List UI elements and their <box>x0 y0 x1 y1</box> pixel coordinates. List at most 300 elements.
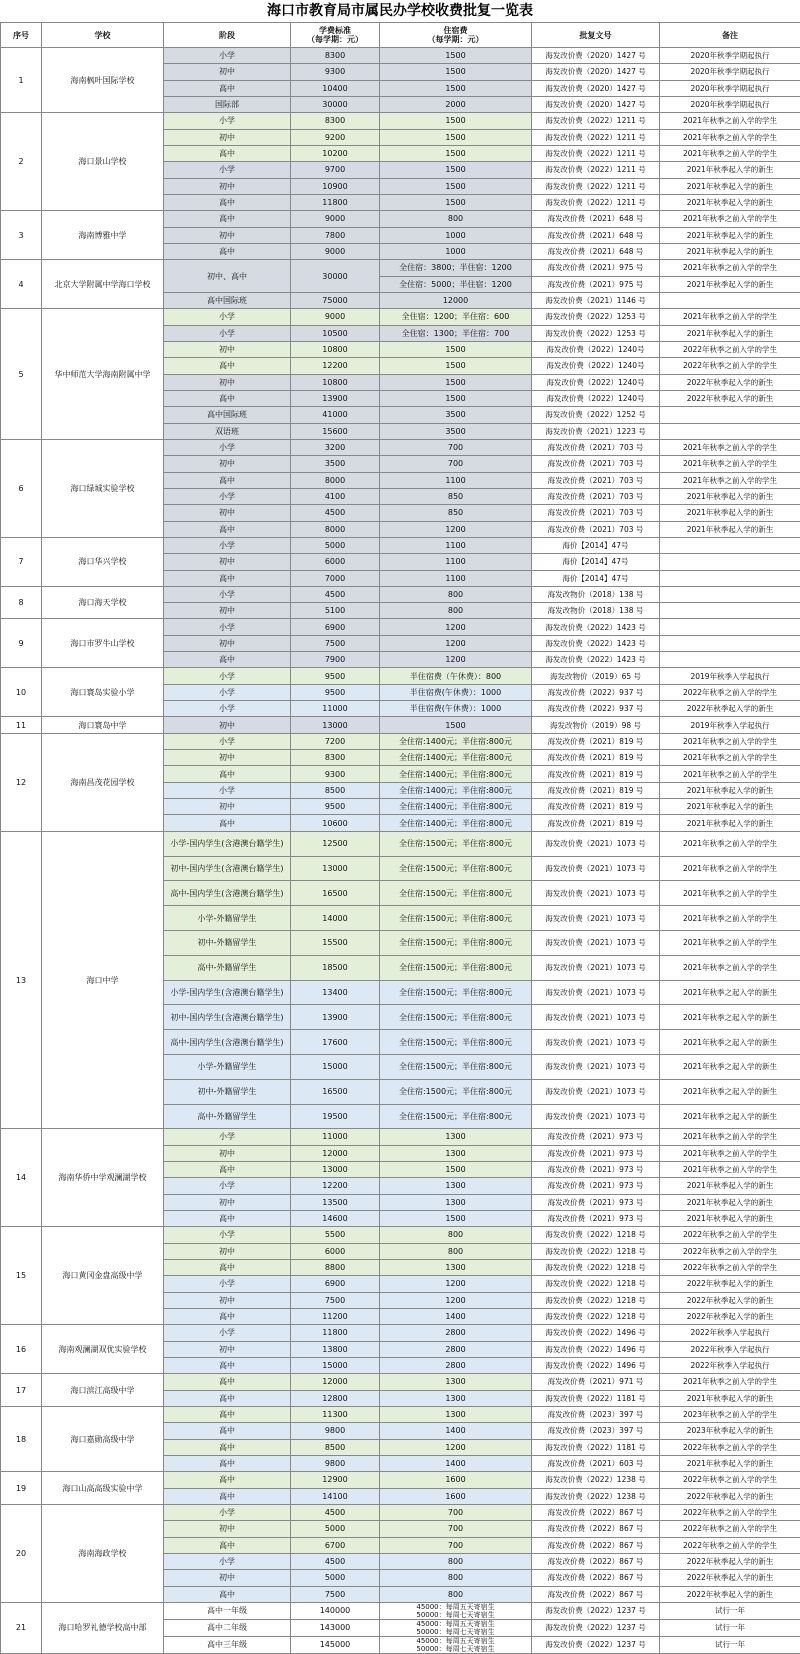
school-number: 10 <box>1 668 42 717</box>
approval-doc-cell: 海价【2014】47号 <box>532 570 660 586</box>
approval-doc-cell: 海发改价费（2021）703 号 <box>532 521 660 537</box>
stage-cell: 初中-外籍留学生 <box>164 930 291 955</box>
note-cell: 2021年秋季之起入学的新生 <box>660 1104 800 1129</box>
board-cell: 1300 <box>380 1129 532 1145</box>
school-name: 海口黄冈金盘高级中学 <box>42 1227 164 1325</box>
note-cell: 2021年秋季起入学的新生 <box>660 227 800 243</box>
note-cell: 2021年秋季之前入学的学生 <box>660 906 800 931</box>
stage-cell: 高中二年级 <box>164 1619 291 1636</box>
header-doc: 批复文号 <box>532 23 660 48</box>
approval-doc-cell: 海发改价费（2021）703 号 <box>532 456 660 472</box>
tuition-cell: 3200 <box>291 439 380 455</box>
board-cell: 45000：每周五天寄宿生 50000：每周七天寄宿生 <box>380 1602 532 1619</box>
approval-doc-cell: 海发改价费（2022）1181 号 <box>532 1390 660 1406</box>
tuition-cell: 7900 <box>291 652 380 668</box>
header-tuition: 学费标准 （每学期：元） <box>291 23 380 48</box>
tuition-cell: 15000 <box>291 1357 380 1373</box>
stage-cell: 高中 <box>164 815 291 831</box>
table-row <box>1 1325 800 1341</box>
stage-cell: 初中 <box>164 129 291 145</box>
approval-doc-cell: 海发改价费（2022）1218 号 <box>532 1276 660 1292</box>
stage-cell: 高中国际班 <box>164 407 291 423</box>
note-cell: 2021年秋季之前入学的学生 <box>660 955 800 980</box>
stage-cell: 高中 <box>164 472 291 488</box>
approval-doc-cell: 海发改价费（2020）1427 号 <box>532 48 660 64</box>
board-cell: 全住宿:1500元；半住宿:800元 <box>380 856 532 881</box>
tuition-cell: 12000 <box>291 1145 380 1161</box>
note-cell: 2023年秋季起入学的新生 <box>660 1423 800 1439</box>
tuition-cell: 8300 <box>291 48 380 64</box>
stage-cell: 高中国际班 <box>164 292 291 308</box>
stage-cell: 小学 <box>164 325 291 341</box>
board-cell: 2800 <box>380 1341 532 1357</box>
tuition-cell: 41000 <box>291 407 380 423</box>
tuition-cell: 16500 <box>291 1079 380 1104</box>
tuition-cell: 4500 <box>291 1553 380 1569</box>
note-cell: 2021年秋季起入学的新生 <box>660 1178 800 1194</box>
school-name: 海口华兴学校 <box>42 537 164 586</box>
board-cell: 1500 <box>380 64 532 80</box>
note-cell: 2022年秋季起入学的新生 <box>660 1488 800 1504</box>
approval-doc-cell: 海发改价费（2022）1218 号 <box>532 1243 660 1259</box>
stage-cell: 初中 <box>164 1292 291 1308</box>
approval-doc-cell: 海发改价费（2022）867 号 <box>532 1586 660 1602</box>
table-row <box>1 1602 800 1619</box>
approval-doc-cell: 海发改价费（2021）1073 号 <box>532 930 660 955</box>
tuition-cell: 8500 <box>291 1439 380 1455</box>
stage-cell: 小学 <box>164 684 291 700</box>
approval-doc-cell: 海发改价费（2022）1423 号 <box>532 652 660 668</box>
tuition-cell: 13400 <box>291 980 380 1005</box>
board-cell: 2800 <box>380 1357 532 1373</box>
table-row <box>1 1227 800 1243</box>
board-cell: 1300 <box>380 1374 532 1390</box>
stage-cell: 高中 <box>164 570 291 586</box>
board-cell: 1500 <box>380 178 532 194</box>
tuition-cell: 11800 <box>291 1325 380 1341</box>
approval-doc-cell: 海发改价费（2021）703 号 <box>532 488 660 504</box>
note-cell: 2022年秋季起入学的新生 <box>660 701 800 717</box>
board-cell: 全住宿:1400元；半住宿:800元 <box>380 815 532 831</box>
approval-doc-cell: 海发改价费（2021）973 号 <box>532 1145 660 1161</box>
stage-cell: 高中 <box>164 194 291 210</box>
note-cell: 2022年秋季起入学的新生 <box>660 1308 800 1324</box>
stage-cell: 初中 <box>164 750 291 766</box>
tuition-cell: 7200 <box>291 733 380 749</box>
approval-doc-cell: 海发改价费（2021）1073 号 <box>532 1054 660 1079</box>
tuition-cell: 75000 <box>291 292 380 308</box>
tuition-cell: 13000 <box>291 856 380 881</box>
board-cell: 半住宿费(午休费）：1000 <box>380 701 532 717</box>
approval-doc-cell: 海发改价费（2022）1238 号 <box>532 1472 660 1488</box>
note-cell <box>660 554 800 570</box>
stage-cell: 高中 <box>164 211 291 227</box>
note-cell <box>660 603 800 619</box>
stage-cell: 小学 <box>164 48 291 64</box>
note-cell: 2021年秋季之前入学的学生 <box>660 1161 800 1177</box>
board-cell: 1400 <box>380 1423 532 1439</box>
school-name: 海口哈罗礼德学校高中部 <box>42 1602 164 1653</box>
stage-cell: 高中 <box>164 1586 291 1602</box>
stage-cell: 初中 <box>164 717 291 733</box>
stage-cell: 小学-国内学生(含港澳台籍学生) <box>164 980 291 1005</box>
school-name: 海口寰岛中学 <box>42 717 164 733</box>
stage-cell: 小学 <box>164 1553 291 1569</box>
board-cell: 800 <box>380 603 532 619</box>
table-row <box>1 48 800 64</box>
tuition-cell: 7500 <box>291 1586 380 1602</box>
school-name: 海南枫叶国际学校 <box>42 48 164 113</box>
board-cell: 1500 <box>380 113 532 129</box>
table-row <box>1 1504 800 1520</box>
note-cell: 2021年秋季之前入学的学生 <box>660 766 800 782</box>
stage-cell: 小学 <box>164 1227 291 1243</box>
note-cell: 2022年秋季起入学的新生 <box>660 374 800 390</box>
note-cell: 2021年秋季之前入学的学生 <box>660 113 800 129</box>
header-stage: 阶段 <box>164 23 291 48</box>
tuition-cell: 5500 <box>291 1227 380 1243</box>
tuition-cell: 12200 <box>291 1178 380 1194</box>
approval-doc-cell: 海发改物价（2018）138 号 <box>532 603 660 619</box>
stage-cell: 高中 <box>164 80 291 96</box>
approval-doc-cell: 海发改价费（2022）1211 号 <box>532 129 660 145</box>
approval-doc-cell: 海发改价费（2022）1218 号 <box>532 1259 660 1275</box>
note-cell: 试行一年 <box>660 1619 800 1636</box>
stage-cell: 国际部 <box>164 96 291 112</box>
school-name: 海口景山学校 <box>42 113 164 211</box>
table-row <box>1 309 800 325</box>
tuition-cell: 145000 <box>291 1636 380 1653</box>
approval-doc-cell: 海发改价费（2022）867 号 <box>532 1504 660 1520</box>
board-cell: 1300 <box>380 1390 532 1406</box>
note-cell: 2022年秋季之前入学的学生 <box>660 1227 800 1243</box>
stage-cell: 高中 <box>164 1161 291 1177</box>
approval-doc-cell: 海发改价费（2021）819 号 <box>532 750 660 766</box>
tuition-cell: 13000 <box>291 717 380 733</box>
approval-doc-cell: 海发改物价（2019）65 号 <box>532 668 660 684</box>
tuition-cell: 12200 <box>291 358 380 374</box>
approval-doc-cell: 海发改价费（2022）1218 号 <box>532 1308 660 1324</box>
note-cell: 2022年秋季之前入学的学生 <box>660 358 800 374</box>
note-cell: 2021年秋季起入学的新生 <box>660 162 800 178</box>
school-name: 海南海政学校 <box>42 1504 164 1602</box>
note-cell: 2021年秋季之前入学的学生 <box>660 1145 800 1161</box>
board-cell: 800 <box>380 1243 532 1259</box>
note-cell: 2020年秋季学期起执行 <box>660 96 800 112</box>
note-cell: 2021年秋季起入学的新生 <box>660 243 800 259</box>
note-cell: 试行一年 <box>660 1602 800 1619</box>
stage-cell: 高中 <box>164 1357 291 1373</box>
tuition-cell: 9000 <box>291 211 380 227</box>
approval-doc-cell: 海发改价费（2021）1073 号 <box>532 881 660 906</box>
board-cell: 1200 <box>380 652 532 668</box>
tuition-cell: 8000 <box>291 521 380 537</box>
stage-cell: 初中、高中 <box>164 260 291 293</box>
note-cell: 2021年秋季之前入学的学生 <box>660 831 800 856</box>
header-board: 住宿费 （每学期：元） <box>380 23 532 48</box>
stage-cell: 初中 <box>164 554 291 570</box>
approval-doc-cell: 海发改价费（2023）397 号 <box>532 1406 660 1422</box>
stage-cell: 高中三年级 <box>164 1636 291 1653</box>
tuition-cell: 13800 <box>291 1341 380 1357</box>
note-cell: 2022年秋季入学起执行 <box>660 1341 800 1357</box>
approval-doc-cell: 海发改价费（2022）1211 号 <box>532 194 660 210</box>
table-row <box>1 586 800 602</box>
stage-cell: 初中-国内学生(含港澳台籍学生) <box>164 1005 291 1030</box>
board-cell: 1000 <box>380 227 532 243</box>
approval-doc-cell: 海发改价费（2022）1218 号 <box>532 1292 660 1308</box>
note-cell: 2021年秋季之起入学的新生 <box>660 980 800 1005</box>
note-cell: 2022年秋季入学起执行 <box>660 1325 800 1341</box>
board-cell: 12000 <box>380 292 532 308</box>
approval-doc-cell: 海发改价费（2022）1496 号 <box>532 1341 660 1357</box>
note-cell: 2020年秋季学期起执行 <box>660 64 800 80</box>
stage-cell: 小学 <box>164 1276 291 1292</box>
school-name: 海口市罗牛山学校 <box>42 619 164 668</box>
note-cell: 2021年秋季之前入学的学生 <box>660 211 800 227</box>
approval-doc-cell: 海发改价费（2023）397 号 <box>532 1423 660 1439</box>
stage-cell: 小学 <box>164 586 291 602</box>
stage-cell: 小学 <box>164 113 291 129</box>
tuition-cell: 18500 <box>291 955 380 980</box>
approval-doc-cell: 海发改价费（2021）973 号 <box>532 1178 660 1194</box>
school-name: 海口山高高级实验中学 <box>42 1472 164 1505</box>
school-number: 14 <box>1 1129 42 1227</box>
stage-cell: 高中 <box>164 1455 291 1471</box>
table-row <box>1 211 800 227</box>
stage-cell: 初中 <box>164 178 291 194</box>
stage-cell: 双语班 <box>164 423 291 439</box>
school-number: 1 <box>1 48 42 113</box>
tuition-cell: 8300 <box>291 113 380 129</box>
board-cell: 800 <box>380 1570 532 1586</box>
board-cell: 1500 <box>380 48 532 64</box>
note-cell: 2021年秋季之前入学的学生 <box>660 1129 800 1145</box>
board-cell: 800 <box>380 1586 532 1602</box>
header-no: 序号 <box>1 23 42 48</box>
note-cell: 2021年秋季起入学的新生 <box>660 815 800 831</box>
page-title: 海口市教育局市属民办学校收费批复一览表 <box>0 0 800 22</box>
note-cell: 2022年秋季之前入学的学生 <box>660 1472 800 1488</box>
table-row <box>1 619 800 635</box>
school-name: 海口绿城实验学校 <box>42 439 164 537</box>
school-name: 海南博雅中学 <box>42 211 164 260</box>
board-cell: 1400 <box>380 1308 532 1324</box>
tuition-cell: 10500 <box>291 325 380 341</box>
stage-cell: 小学 <box>164 733 291 749</box>
board-cell: 700 <box>380 1521 532 1537</box>
board-cell: 1500 <box>380 1161 532 1177</box>
approval-doc-cell: 海发改物价（2019）98 号 <box>532 717 660 733</box>
tuition-cell: 5100 <box>291 603 380 619</box>
note-cell: 2021年秋季之前入学的学生 <box>660 733 800 749</box>
school-number: 9 <box>1 619 42 668</box>
approval-doc-cell: 海发改价费（2022）1181 号 <box>532 1439 660 1455</box>
board-cell: 全住宿:1400元；半住宿:800元 <box>380 733 532 749</box>
tuition-cell: 9000 <box>291 243 380 259</box>
note-cell: 2021年秋季起入学的新生 <box>660 178 800 194</box>
table-row <box>1 260 800 276</box>
note-cell: 2021年秋季之前入学的学生 <box>660 750 800 766</box>
note-cell <box>660 407 800 423</box>
school-name: 海口中学 <box>42 831 164 1129</box>
approval-doc-cell: 海发改价费（2021）1073 号 <box>532 856 660 881</box>
note-cell: 2021年秋季之前入学的学生 <box>660 260 800 276</box>
board-cell: 全住宿：3800；半住宿：1200 <box>380 260 532 276</box>
stage-cell: 初中-外籍留学生 <box>164 1079 291 1104</box>
header-note: 备注 <box>660 23 800 48</box>
note-cell <box>660 537 800 553</box>
tuition-cell: 9800 <box>291 1455 380 1471</box>
stage-cell: 小学-外籍留学生 <box>164 906 291 931</box>
stage-cell: 高中 <box>164 1423 291 1439</box>
stage-cell: 初中-国内学生(含港澳台籍学生) <box>164 856 291 881</box>
board-cell: 全住宿:1400元；半住宿:800元 <box>380 782 532 798</box>
stage-cell: 高中 <box>164 1488 291 1504</box>
school-number: 5 <box>1 309 42 440</box>
stage-cell: 初中 <box>164 1341 291 1357</box>
stage-cell: 小学 <box>164 619 291 635</box>
approval-doc-cell: 海发改价费（2022）1211 号 <box>532 113 660 129</box>
school-number: 8 <box>1 586 42 619</box>
stage-cell: 高中 <box>164 1439 291 1455</box>
tuition-cell: 13000 <box>291 1161 380 1177</box>
note-cell: 2021年秋季起入学的新生 <box>660 1455 800 1471</box>
board-cell: 1500 <box>380 129 532 145</box>
stage-cell: 小学 <box>164 668 291 684</box>
board-cell: 全住宿:1500元；半住宿:800元 <box>380 1005 532 1030</box>
board-cell: 1300 <box>380 1406 532 1422</box>
table-row <box>1 537 800 553</box>
stage-cell: 高中-国内学生(含港澳台籍学生) <box>164 1030 291 1055</box>
board-cell: 700 <box>380 456 532 472</box>
approval-doc-cell: 海发改价费（2021）819 号 <box>532 799 660 815</box>
approval-doc-cell: 海发改价费（2022）867 号 <box>532 1521 660 1537</box>
board-cell: 3500 <box>380 423 532 439</box>
stage-cell: 高中 <box>164 1472 291 1488</box>
note-cell: 2021年秋季之起入学的新生 <box>660 1005 800 1030</box>
approval-doc-cell: 海发改价费（2022）1211 号 <box>532 162 660 178</box>
stage-cell: 初中 <box>164 1243 291 1259</box>
approval-doc-cell: 海发改价费（2022）1211 号 <box>532 145 660 161</box>
tuition-cell: 10400 <box>291 80 380 96</box>
note-cell: 2022年秋季之前入学的学生 <box>660 1243 800 1259</box>
note-cell: 2022年秋季起入学的新生 <box>660 1570 800 1586</box>
note-cell: 试行一年 <box>660 1636 800 1653</box>
tuition-cell: 9700 <box>291 162 380 178</box>
board-cell: 45000：每周五天寄宿生 50000：每周七天寄宿生 <box>380 1619 532 1636</box>
stage-cell: 高中 <box>164 652 291 668</box>
board-cell: 45000：每周五天寄宿生 50000：每周七天寄宿生 <box>380 1636 532 1653</box>
stage-cell: 高中 <box>164 1390 291 1406</box>
stage-cell: 高中 <box>164 390 291 406</box>
tuition-cell: 9300 <box>291 766 380 782</box>
table-row <box>1 1472 800 1488</box>
tuition-cell: 6700 <box>291 1537 380 1553</box>
note-cell: 2022年秋季之前入学的学生 <box>660 1504 800 1520</box>
stage-cell: 小学 <box>164 488 291 504</box>
board-cell: 全住宿:1500元；半住宿:800元 <box>380 980 532 1005</box>
approval-doc-cell: 海发改价费（2021）975 号 <box>532 260 660 276</box>
tuition-cell: 143000 <box>291 1619 380 1636</box>
school-number: 7 <box>1 537 42 586</box>
stage-cell: 小学-外籍留学生 <box>164 1054 291 1079</box>
approval-doc-cell: 海发改价费（2022）1211 号 <box>532 178 660 194</box>
approval-doc-cell: 海发改价费（2022）1237 号 <box>532 1619 660 1636</box>
tuition-cell: 19500 <box>291 1104 380 1129</box>
board-cell: 1500 <box>380 390 532 406</box>
note-cell <box>660 652 800 668</box>
school-number: 2 <box>1 113 42 211</box>
tuition-cell: 10600 <box>291 815 380 831</box>
stage-cell: 高中-外籍留学生 <box>164 1104 291 1129</box>
note-cell: 2021年秋季之起入学的新生 <box>660 1030 800 1055</box>
stage-cell: 初中 <box>164 635 291 651</box>
note-cell: 2021年秋季起入学的新生 <box>660 276 800 292</box>
stage-cell: 小学 <box>164 537 291 553</box>
approval-doc-cell: 海发改价费（2021）1073 号 <box>532 906 660 931</box>
tuition-cell: 4500 <box>291 1504 380 1520</box>
note-cell: 2022年秋季起入学的新生 <box>660 390 800 406</box>
board-cell: 800 <box>380 1553 532 1569</box>
approval-doc-cell: 海发改价费（2022）1496 号 <box>532 1357 660 1373</box>
stage-cell: 高中 <box>164 145 291 161</box>
approval-doc-cell: 海发改价费（2021）648 号 <box>532 227 660 243</box>
approval-doc-cell: 海发改价费（2022）1218 号 <box>532 1227 660 1243</box>
stage-cell: 初中 <box>164 227 291 243</box>
board-cell: 1200 <box>380 1439 532 1455</box>
fee-table <box>0 22 800 1654</box>
tuition-cell: 12000 <box>291 1374 380 1390</box>
note-cell: 2022年秋季之前入学的学生 <box>660 1521 800 1537</box>
note-cell: 2021年秋季之起入学的新生 <box>660 1054 800 1079</box>
board-cell: 1600 <box>380 1488 532 1504</box>
tuition-cell: 10900 <box>291 178 380 194</box>
school-number: 21 <box>1 1602 42 1653</box>
note-cell: 2019年秋季入学起执行 <box>660 717 800 733</box>
school-name: 海南观澜湖双优实验学校 <box>42 1325 164 1374</box>
school-number: 19 <box>1 1472 42 1505</box>
approval-doc-cell: 海发改价费（2021）703 号 <box>532 439 660 455</box>
note-cell: 2022年秋季起入学的新生 <box>660 1553 800 1569</box>
tuition-cell: 10800 <box>291 374 380 390</box>
tuition-cell: 3500 <box>291 456 380 472</box>
approval-doc-cell: 海发改价费（2021）973 号 <box>532 1210 660 1226</box>
tuition-cell: 10200 <box>291 145 380 161</box>
tuition-cell: 10800 <box>291 341 380 357</box>
tuition-cell: 8300 <box>291 750 380 766</box>
board-cell: 2000 <box>380 96 532 112</box>
tuition-cell: 11000 <box>291 1129 380 1145</box>
approval-doc-cell: 海价【2014】47号 <box>532 554 660 570</box>
tuition-cell: 11300 <box>291 1406 380 1422</box>
tuition-cell: 30000 <box>291 96 380 112</box>
approval-doc-cell: 海发改价费（2022）1237 号 <box>532 1636 660 1653</box>
tuition-cell: 15600 <box>291 423 380 439</box>
approval-doc-cell: 海发改价费（2020）1427 号 <box>532 96 660 112</box>
note-cell: 2021年秋季之前入学的学生 <box>660 881 800 906</box>
note-cell: 2022年秋季之前入学的学生 <box>660 341 800 357</box>
approval-doc-cell: 海发改价费（2021）819 号 <box>532 733 660 749</box>
approval-doc-cell: 海发改价费（2021）819 号 <box>532 815 660 831</box>
school-name: 海南昌茂花园学校 <box>42 733 164 831</box>
tuition-cell: 13900 <box>291 1005 380 1030</box>
board-cell: 1500 <box>380 358 532 374</box>
table-row <box>1 439 800 455</box>
school-name: 海南华侨中学观澜湖学校 <box>42 1129 164 1227</box>
tuition-cell: 16500 <box>291 881 380 906</box>
approval-doc-cell: 海发改价费（2021）1073 号 <box>532 1005 660 1030</box>
